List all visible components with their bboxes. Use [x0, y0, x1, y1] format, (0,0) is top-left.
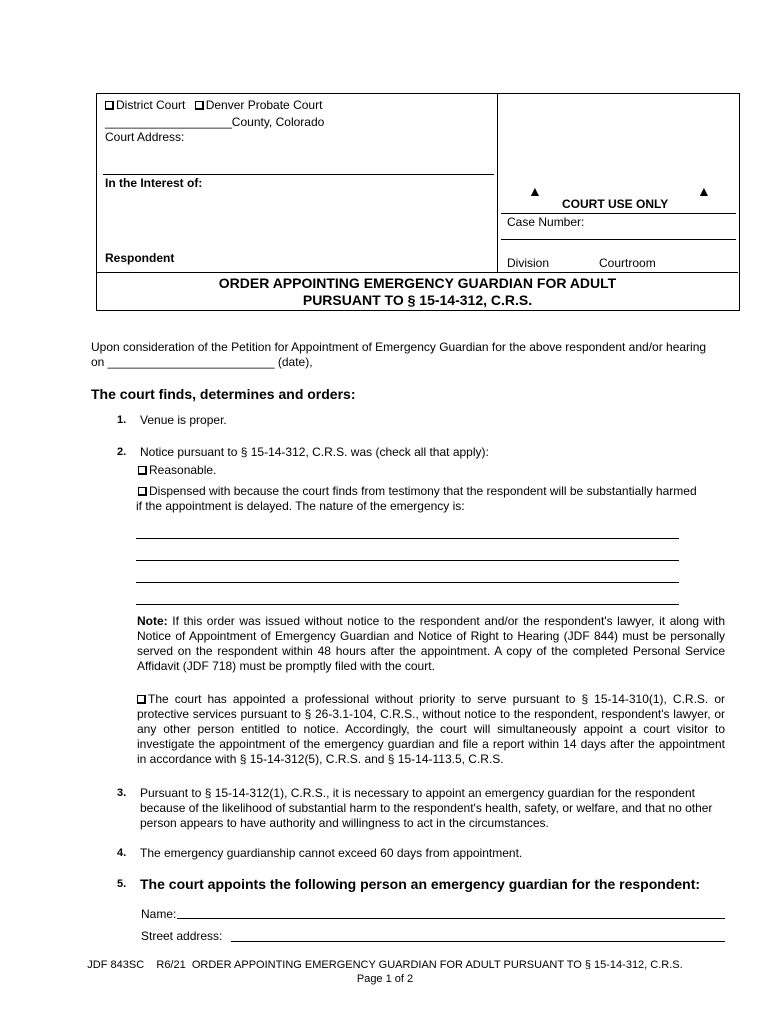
item3-number: 3. [117, 787, 127, 799]
reasonable-checkbox[interactable] [138, 466, 147, 475]
emergency-line-2[interactable] [136, 560, 679, 561]
note-paragraph [137, 614, 725, 674]
reasonable-label: Reasonable. [149, 463, 217, 477]
case-number-label: Case Number: [507, 215, 585, 229]
denver-probate-label: Denver Probate Court [205, 98, 323, 112]
item5-number: 5. [117, 878, 127, 890]
dispensed-label-line1: Dispensed with because the court finds from testimony that the respondent will be substantially harmed [149, 484, 697, 498]
respondent-label: Respondent [105, 251, 175, 265]
footer-form-id: JDF 843SC R6/21 ORDER APPOINTING EMERGENCY GUARDIAN FOR ADULT PURSUANT TO § 15-14-312, C.R.S. [87, 959, 683, 971]
item1-text: Venue is proper. [140, 413, 227, 427]
intro-line2: on _________________________ (date), [91, 355, 313, 369]
option-dispensed [138, 484, 728, 499]
caption-divider-title [97, 272, 738, 273]
court-use-only: COURT USE ONLY [562, 197, 669, 211]
note-label: Note: [137, 614, 168, 628]
street-label: Street address: [141, 929, 223, 943]
item2-text: Notice pursuant to § 15-14-312, C.R.S. was (check all that apply): [140, 445, 489, 459]
item1-number: 1. [117, 414, 127, 426]
interest-label: In the Interest of: [105, 176, 203, 190]
visitor-paragraph [137, 692, 725, 767]
emergency-line-3[interactable] [136, 582, 679, 583]
district-court-checkbox[interactable] [105, 101, 114, 110]
note-text: If this order was issued without notice to the respondent and/or the respondent's lawyer, it along with Notice of Appointment of Emergency Guardian and Notice of Right to Hearing (JDF 844) must be personally served on the respondent within 48 hours after the appointment. A copy of the completed Personal Service Affidavit (JDF 718) must be promptly filed with the court. [137, 614, 725, 673]
county-line: ___________________County, Colorado [105, 115, 325, 129]
caption-divider-vertical [497, 94, 498, 272]
dispensed-label-line2: if the appointment is delayed. The nature of the emergency is: [136, 499, 465, 513]
visitor-checkbox[interactable] [137, 695, 146, 704]
emergency-line-4[interactable] [136, 604, 679, 605]
name-label: Name: [141, 907, 177, 921]
emergency-line-1[interactable] [136, 538, 679, 539]
visitor-text: The court has appointed a professional without priority to serve pursuant to § 15-14-310(1), C.R.S. or protective services pursuant to § 26-3.1-104, C.R.S., without notice to the respondent, respondent's lawyer, or any other person entitled to notice. Accordingly, the court will simultaneously appoint a court visitor to investigate the appointment of the emergency guardian and file a report within 14 days after the appointment in accordance with § 15-14-312(5), C.R.S. and § 15-14-113.5, C.R.S. [137, 692, 725, 766]
street-address-field[interactable] [231, 941, 725, 942]
caption-divider-interest [103, 174, 494, 175]
courtroom-label: Courtroom [599, 256, 656, 270]
arrow-up-right-icon: ▲ [697, 183, 711, 199]
court-address-label: Court Address: [105, 130, 185, 144]
footer-page-number: Page 1 of 2 [356, 973, 414, 985]
page-title-line2: PURSUANT TO § 15-14-312, C.R.S. [302, 292, 533, 308]
page-title-line1: ORDER APPOINTING EMERGENCY GUARDIAN FOR ADULT [218, 275, 617, 291]
item4-text: The emergency guardianship cannot exceed 60 days from appointment. [140, 846, 523, 860]
caption-divider-case [501, 213, 736, 214]
item5-text: The court appoints the following person an emergency guardian for the respondent: [140, 876, 701, 892]
option-reasonable [138, 463, 216, 478]
item4-number: 4. [117, 847, 127, 859]
findings-heading: The court finds, determines and orders: [91, 386, 356, 402]
district-court-label: District Court [116, 98, 186, 112]
name-field[interactable] [177, 918, 725, 919]
denver-probate-checkbox[interactable] [195, 101, 204, 110]
caption-divider-division [501, 239, 736, 240]
dispensed-checkbox[interactable] [138, 487, 147, 496]
item3-text: Pursuant to § 15-14-312(1), C.R.S., it is necessary to appoint an emergency guardian for the respondent because of the likelihood of substantial harm to the respondent's health, safety, or welfare, and that no other person appears to have authority and willingness to act in the circumstances. [140, 786, 713, 830]
court-options [105, 98, 322, 112]
division-label: Division [507, 256, 550, 270]
intro-line1: Upon consideration of the Petition for Appointment of Emergency Guardian for the above respondent and/or hearing [91, 340, 707, 354]
arrow-up-left-icon: ▲ [528, 183, 542, 199]
item2-number: 2. [117, 446, 127, 458]
